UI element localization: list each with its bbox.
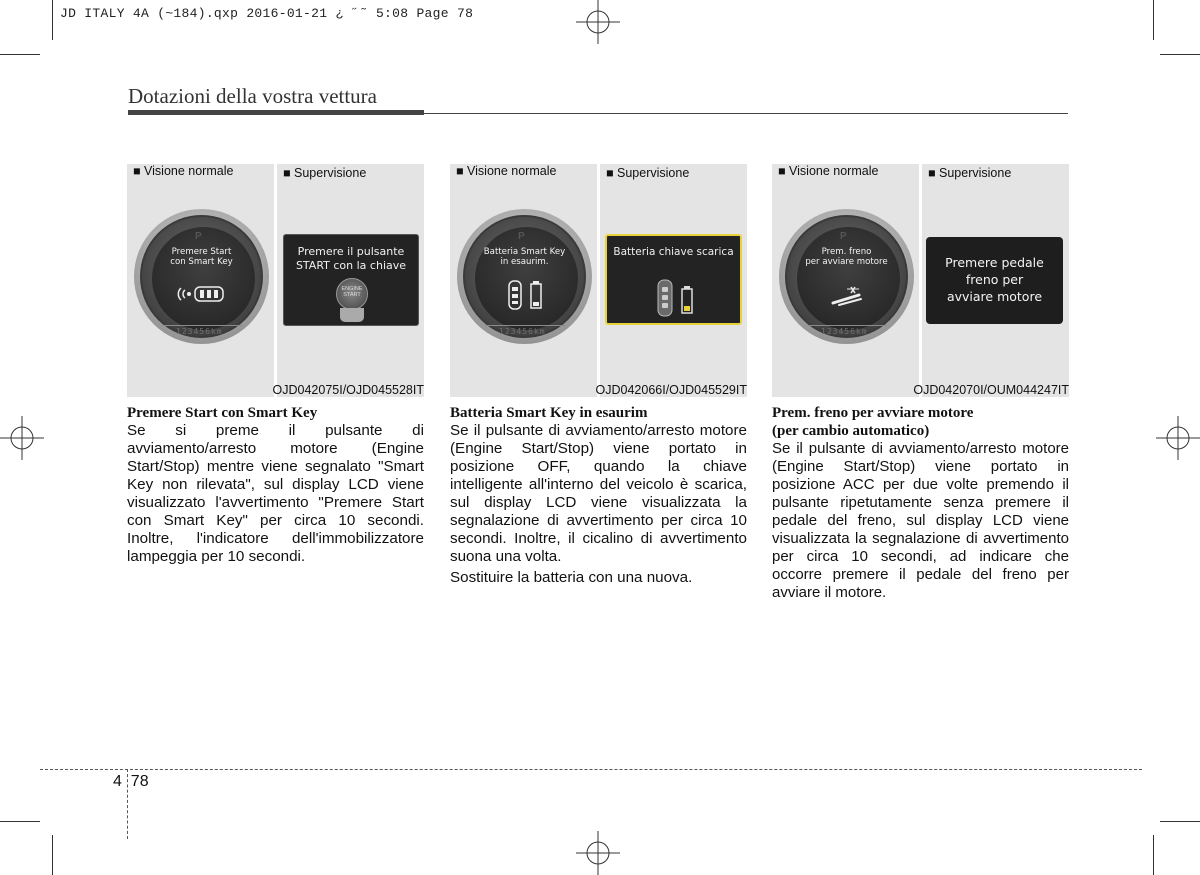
battery-icon (681, 286, 693, 314)
gauge-message: Premere Start con Smart Key (170, 247, 233, 267)
gauge-normal-view: P Premere Start con Smart Key 123456km (134, 209, 269, 344)
figure-panel-battery (450, 164, 747, 397)
page-number: 4 78 (113, 773, 149, 790)
gauge-normal-view: P Prem. freno per avviare motore 123456km (779, 209, 914, 344)
smart-key-icon (656, 278, 674, 318)
gauge-normal-view: P Batteria Smart Key in esaurim. 123456km (457, 209, 592, 344)
crop-mark-tl-v (52, 0, 53, 40)
body-paragraph: Se il pulsante di avviamento/arresto motore (Engine Start/Stop) viene portato in posizione ACC per due volte premendo il pulsante ripetutamente senza premere il pedale del freno, sul display LCD viene visualizzata la segnalazione di avvertimento per circa 10 secondi, ad indicare che occorre premere il pedale del freno per avviare il motore. (772, 440, 1069, 601)
registration-mark-icon (0, 416, 44, 460)
battery-icon (530, 281, 542, 309)
label-supervision: ■ Supervisione (283, 166, 367, 180)
body-paragraph: Se si preme il pulsante di avviamento/arresto motore (Engine Start/Stop) mentre viene segnalato "Smart Key non rilevata", sul display LCD viene visualizzato l'avvertimento "Premere Start con Smart Key" per circa 10 secondi. Inoltre, l'indicatore dell'immobilizzatore lampeggia per 10 secondi. (127, 422, 424, 565)
smart-key-icon (507, 279, 523, 311)
figure-code: OJD042070I/OUM044247IT (913, 383, 1069, 397)
text-column-smart-key (127, 404, 424, 566)
label-normal-view: ■ Visione normale (133, 164, 234, 178)
section-heading: Prem. freno per avviare motore (per cambio automatico) (772, 405, 974, 439)
header-rule-accent (128, 110, 424, 115)
lcd-supervision-screen (926, 237, 1063, 324)
footer-rule (40, 769, 1142, 770)
text-column-brake (772, 404, 1069, 602)
crop-mark-tr-h (1160, 54, 1200, 55)
crop-mark-bl-h (0, 821, 40, 822)
print-slug: JD ITALY 4A (~184).qxp 2016-01-21 ¿ ˝˜ 5:08 Page 78 (60, 6, 474, 21)
lcd-supervision-screen (605, 234, 742, 325)
body-paragraph: Se il pulsante di avviamento/arresto motore (Engine Start/Stop) viene portato in posizione OFF, quando la chiave intelligente all'interno del veicolo è scarica, sul display LCD viene visualizzata la segnalazione di avvertimento per circa 10 secondi. Inoltre, il cicalino di avvertimento suona una volta. (450, 422, 747, 565)
crop-mark-br-h (1160, 821, 1200, 822)
label-normal-view: ■ Visione normale (456, 164, 557, 178)
crop-mark-bl-v (52, 835, 53, 875)
crop-mark-tl-h (0, 54, 40, 55)
label-supervision: ■ Supervisione (928, 166, 1012, 180)
gauge-message: Batteria Smart Key in esaurim. (483, 247, 566, 267)
registration-mark-icon (576, 831, 620, 875)
section-heading: Batteria Smart Key in esaurim (450, 405, 648, 421)
figure-code: OJD042066I/OJD045529IT (595, 383, 747, 397)
figure-code: OJD042075I/OJD045528IT (272, 383, 424, 397)
brake-pedal-icon (829, 283, 865, 307)
label-normal-view: ■ Visione normale (778, 164, 879, 178)
crop-mark-br-v (1153, 835, 1154, 875)
lcd-supervision-screen (283, 234, 419, 326)
section-heading: Premere Start con Smart Key (127, 405, 318, 421)
figure-panel-smart-key (127, 164, 424, 397)
lcd-message: Batteria chiave scarica (613, 246, 734, 258)
registration-mark-icon (576, 0, 620, 44)
smart-key-icon (177, 284, 227, 304)
text-column-battery (450, 404, 747, 587)
section-title: Dotazioni della vostra vettura (128, 84, 377, 108)
label-supervision: ■ Supervisione (606, 166, 690, 180)
body-paragraph: Sostituire la batteria con una nuova. (450, 569, 693, 586)
figure-panel-brake (772, 164, 1069, 397)
engine-start-button-icon: ENGINE START (336, 278, 368, 310)
registration-mark-icon (1156, 416, 1200, 460)
crop-mark-tr-v (1153, 0, 1154, 40)
lcd-message: Premere pedale freno per avviare motore (945, 255, 1044, 304)
gauge-message: Prem. freno per avviare motore (805, 247, 888, 267)
lcd-message: Premere il pulsante START con la chiave (295, 245, 407, 272)
